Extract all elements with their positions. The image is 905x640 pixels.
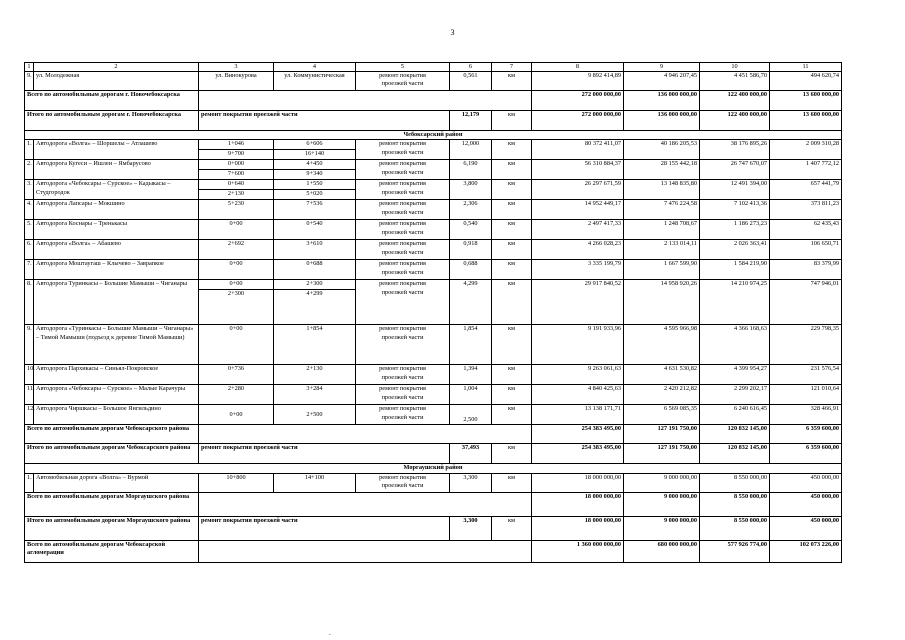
start-km: 5+230 (199, 200, 274, 220)
road-name: Автодорога «Волга» – Абашево (34, 240, 199, 260)
column-header: 11 (770, 63, 842, 72)
column-header: 5 (356, 63, 450, 72)
amount-v9: 28 155 442,18 (624, 160, 700, 180)
cell-line: ремонт покрытия (379, 385, 426, 393)
amount-v8: 29 917 840,52 (532, 280, 624, 325)
unit: км (492, 140, 532, 160)
amount-v11: 231 576,54 (770, 365, 842, 385)
unit: км (492, 385, 532, 405)
end-km: 2+130 (274, 365, 356, 385)
cell-line: 5+020 (274, 189, 355, 198)
table-row (25, 280, 842, 325)
table-row (25, 220, 842, 240)
start-km: 10+800 (199, 473, 274, 492)
amount-v9: 14 958 920,26 (624, 280, 700, 325)
blank (199, 540, 532, 562)
work-type (356, 280, 450, 325)
table-row (25, 405, 842, 425)
amount-v11: 83 379,99 (770, 260, 842, 280)
start-km: 2+692 (199, 240, 274, 260)
amount-v8: 2 497 417,33 (532, 220, 624, 240)
start-km: 0+00 (199, 220, 274, 240)
amount-v11: 2 009 310,28 (770, 140, 842, 160)
cell-line: 2+300 (199, 289, 273, 298)
amount-v10: 1 584 219,90 (700, 260, 770, 280)
total-label: Всего по автомобильным дорогам г. Новочебоксарска (25, 91, 199, 111)
summary-v8: 272 000 000,00 (532, 111, 624, 131)
summary-label: Итого по автомобильным дорогам Моргаушского района (25, 516, 199, 540)
column-header: 4 (274, 63, 356, 72)
unit: км (492, 72, 532, 91)
cell-line: проезжей части (381, 80, 424, 88)
length-km: 6,190 (450, 160, 492, 180)
amount-v9: 2 133 014,11 (624, 240, 700, 260)
total-v9: 136 000 000,00 (624, 91, 700, 111)
summary-length: 12,179 (450, 111, 492, 131)
cell-line: ремонт покрытия (379, 180, 426, 188)
cell-line: 7+600 (199, 169, 273, 178)
amount-v9: 4 631 530,82 (624, 365, 700, 385)
road-name: Автодорога Коснары – Тренькасы (34, 220, 199, 240)
total-v11: 102 073 226,00 (770, 540, 842, 562)
unit: км (492, 473, 532, 492)
row-number: 9. (25, 325, 34, 365)
column-header: 8 (532, 63, 624, 72)
work-type (356, 385, 450, 405)
summary-length: 3,300 (450, 516, 492, 540)
work-type (356, 365, 450, 385)
amount-v10: 4 366 168,63 (700, 325, 770, 365)
amount-v11: 121 010,64 (770, 385, 842, 405)
unit: км (492, 405, 532, 425)
start-km: 0+736 (199, 365, 274, 385)
summary-row (25, 444, 842, 464)
column-header: 3 (199, 63, 274, 72)
work-type (356, 140, 450, 160)
road-name: Автодорога Лапсары – Мокшино (34, 200, 199, 220)
road-name: Автодорога «Чебоксары – Сурское» – Малые Карачуры (34, 385, 199, 405)
road-name: Автодорога «Волга» – Шоршелы – Атлашево (34, 140, 199, 160)
cell-line: проезжей части (381, 228, 424, 236)
amount-v10: 38 176 895,26 (700, 140, 770, 160)
unit: км (492, 516, 532, 540)
road-name: Автодорога Туринкасы – Большие Мамыши – Чиганары (34, 280, 199, 325)
end-km: 14+100 (274, 473, 356, 492)
end-km: 1+854 (274, 325, 356, 365)
summary-v10: 8 550 000,00 (700, 516, 770, 540)
end-km: 0+688 (274, 260, 356, 280)
unit: км (492, 111, 532, 131)
amount-v8: 4 266 028,23 (532, 240, 624, 260)
cell-line: ремонт покрытия (379, 365, 426, 373)
amount-v11: 373 811,23 (770, 200, 842, 220)
row-number: 10. (25, 365, 34, 385)
summary-v11: 450 000,00 (770, 516, 842, 540)
road-name: Автомобильная дорога «Волга» – Вурмой (34, 473, 199, 492)
amount-v8: 4 840 425,63 (532, 385, 624, 405)
blank (199, 425, 532, 444)
amount-v8: 9 191 933,96 (532, 325, 624, 365)
unit: км (492, 220, 532, 240)
road-name: ул. Молодежная (34, 72, 199, 91)
row-number: 6. (25, 240, 34, 260)
column-header: 10 (700, 63, 770, 72)
column-header: 6 (450, 63, 492, 72)
table-row (25, 240, 842, 260)
summary-v11: 13 600 000,00 (770, 111, 842, 131)
total-v8: 18 000 000,00 (532, 492, 624, 516)
amount-v8: 18 000 000,00 (532, 473, 624, 492)
work-type (356, 405, 450, 425)
total-v8: 272 000 000,00 (532, 91, 624, 111)
amount-v8: 26 297 671,59 (532, 180, 624, 200)
cell-line: 9+700 (199, 149, 273, 158)
amount-v9: 40 186 205,53 (624, 140, 700, 160)
summary-v8: 254 383 495,00 (532, 444, 624, 464)
summary-v8: 18 000 000,00 (532, 516, 624, 540)
cell-line: проезжей части (381, 481, 424, 489)
amount-v9: 2 420 212,82 (624, 385, 700, 405)
cell-line: проезжей части (381, 248, 424, 256)
end-km: 3+610 (274, 240, 356, 260)
table-row (25, 365, 842, 385)
amount-v11: 229 798,35 (770, 325, 842, 365)
amount-v11: 450 000,00 (770, 473, 842, 492)
column-header: 9 (624, 63, 700, 72)
unit: км (492, 444, 532, 464)
table-row (25, 72, 842, 91)
total-v10: 120 832 145,00 (700, 425, 770, 444)
work-type (356, 240, 450, 260)
amount-v11: 328 466,91 (770, 405, 842, 425)
cell-line: 1+550 (306, 180, 323, 188)
amount-v9: 4 946 207,45 (624, 72, 700, 91)
unit: км (492, 160, 532, 180)
row-number: 1. (25, 473, 34, 492)
summary-work: ремонт покрытия проезжей части (199, 516, 450, 540)
amount-v9: 9 000 000,00 (624, 473, 700, 492)
amount-v9: 13 148 835,80 (624, 180, 700, 200)
length-km: 1,004 (450, 385, 492, 405)
cell-line: ремонт покрытия (379, 473, 426, 481)
section-header (25, 131, 842, 140)
amount-v10: 2 299 202,17 (700, 385, 770, 405)
length-km: 0,561 (450, 72, 492, 91)
amount-v8: 14 952 449,17 (532, 200, 624, 220)
total-v11: 450 000,00 (770, 492, 842, 516)
total-v11: 6 359 600,00 (770, 425, 842, 444)
amount-v11: 494 620,74 (770, 72, 842, 91)
amount-v11: 747 946,01 (770, 280, 842, 325)
end-km (274, 160, 356, 180)
cell-line: 0+00 (229, 280, 243, 288)
work-type (356, 160, 450, 180)
section-header (25, 464, 842, 473)
start-km (199, 160, 274, 180)
row-number: 7. (25, 260, 34, 280)
unit: км (492, 180, 532, 200)
total-row (25, 91, 842, 111)
unit: км (492, 280, 532, 325)
start-km: ул. Винокурова (199, 72, 274, 91)
end-km: 7+536 (274, 200, 356, 220)
amount-v10: 8 550 000,00 (700, 473, 770, 492)
cell-line: проезжей части (381, 208, 424, 216)
total-v8: 254 383 495,00 (532, 425, 624, 444)
column-header: 1 (25, 63, 34, 72)
summary-v11: 6 359 600,00 (770, 444, 842, 464)
length-km: 3,800 (450, 180, 492, 200)
work-type (356, 72, 450, 91)
page-number: 3 (450, 28, 455, 37)
row-number: 11. (25, 385, 34, 405)
cell-line: 1+046 (227, 140, 245, 148)
amount-v10: 1 186 273,23 (700, 220, 770, 240)
amount-v9: 1 667 599,90 (624, 260, 700, 280)
cell-line: проезжей части (381, 168, 424, 176)
cell-line: проезжей части (381, 148, 424, 156)
length-km: 4,299 (450, 280, 492, 325)
unit: км (492, 200, 532, 220)
table-row (25, 140, 842, 160)
start-km: 0+00 (199, 325, 274, 365)
total-v8: 1 360 000 000,00 (532, 540, 624, 562)
summary-v9: 136 000 000,00 (624, 111, 700, 131)
cell-line: ремонт покрытия (379, 200, 426, 208)
row-number: 12. (25, 405, 34, 425)
column-header: 2 (34, 63, 199, 72)
amount-v8: 3 335 199,79 (532, 260, 624, 280)
cell-line: ремонт покрытия (379, 160, 426, 168)
summary-length: 37,493 (450, 444, 492, 464)
length-km: 0,540 (450, 220, 492, 240)
amount-v11: 106 650,71 (770, 240, 842, 260)
road-name: Автодорога «Чебоксары – Сурское» – Кадыкасы – Студгородок (34, 180, 199, 200)
table-row (25, 473, 842, 492)
amount-v10: 7 102 413,36 (700, 200, 770, 220)
total-v9: 680 000 000,00 (624, 540, 700, 562)
section-title: Моргаушский район (25, 464, 842, 473)
start-km: 2+280 (199, 385, 274, 405)
end-km (274, 280, 356, 325)
cell-line: проезжей части (381, 393, 424, 401)
row-number: 5. (25, 220, 34, 240)
total-v9: 9 000 000,00 (624, 492, 700, 516)
table-row (25, 325, 842, 365)
cell-line: проезжей части (381, 333, 424, 341)
length-km: 2,500 (450, 405, 492, 425)
end-km: ул. Коммунистическая (274, 72, 356, 91)
work-type (356, 325, 450, 365)
cell-line: ремонт покрытия (379, 405, 426, 413)
cell-line: 0+000 (227, 160, 245, 168)
amount-v10: 4 399 954,27 (700, 365, 770, 385)
total-v11: 13 600 000,00 (770, 91, 842, 111)
work-type (356, 260, 450, 280)
total-label: Всего по автомобильным дорогам Чебоксарского района (25, 425, 199, 444)
total-row (25, 492, 842, 516)
blank (199, 91, 532, 111)
summary-v10: 122 400 000,00 (700, 111, 770, 131)
length-km: 0,688 (450, 260, 492, 280)
amount-v10: 6 240 616,45 (700, 405, 770, 425)
end-km: 0+540 (274, 220, 356, 240)
amount-v11: 62 435,43 (770, 220, 842, 240)
start-km: 0+00 (199, 405, 274, 425)
cell-line: 9+340 (274, 169, 355, 178)
cell-line: 2+130 (199, 189, 273, 198)
section-title: Чебоксарский район (25, 131, 842, 140)
row-number: 2. (25, 160, 34, 180)
amount-v11: 1 407 772,12 (770, 160, 842, 180)
length-km: 0,918 (450, 240, 492, 260)
row-number: 8. (25, 280, 34, 325)
summary-v9: 127 191 750,00 (624, 444, 700, 464)
roads-table (24, 62, 842, 563)
amount-v8: 9 892 414,89 (532, 72, 624, 91)
amount-v10: 26 747 670,07 (700, 160, 770, 180)
cell-line: ремонт покрытия (379, 72, 426, 80)
start-km (199, 140, 274, 160)
table-row (25, 200, 842, 220)
cell-line: 0+640 (227, 180, 245, 188)
amount-v10: 2 026 363,41 (700, 240, 770, 260)
cell-line: ремонт покрытия (379, 260, 426, 268)
total-row (25, 425, 842, 444)
total-v10: 8 550 000,00 (700, 492, 770, 516)
cell-line: 4+299 (274, 289, 355, 298)
header-row (25, 63, 842, 72)
cell-line: 6+606 (306, 140, 323, 148)
road-name: Автодорога Моштаугаш – Клычево – Заврапкое (34, 260, 199, 280)
road-name: Автодорога Пархикасы – Синьял-Покровское (34, 365, 199, 385)
table-row (25, 180, 842, 200)
work-type (356, 473, 450, 492)
end-km: 3+284 (274, 385, 356, 405)
cell-line: проезжей части (381, 373, 424, 381)
total-label: Всего по автомобильным дорогам Чебоксарской агломерации (25, 540, 199, 562)
cell-line: ремонт покрытия (379, 325, 426, 333)
cell-line: проезжей части (381, 288, 424, 296)
summary-work: ремонт покрытия проезжей части (199, 111, 450, 131)
row-number: 9. (25, 72, 34, 91)
table-row (25, 260, 842, 280)
column-header: 7 (492, 63, 532, 72)
summary-label: Итого по автомобильным дорогам Чебоксарского района (25, 444, 199, 464)
work-type (356, 180, 450, 200)
cell-line: проезжей части (381, 188, 424, 196)
row-number: 3. (25, 180, 34, 200)
unit: км (492, 260, 532, 280)
amount-v11: 657 441,79 (770, 180, 842, 200)
length-km: 2,306 (450, 200, 492, 220)
row-number: 1. (25, 140, 34, 160)
start-km (199, 180, 274, 200)
total-v9: 127 191 750,00 (624, 425, 700, 444)
total-row (25, 540, 842, 562)
amount-v10: 4 451 586,70 (700, 72, 770, 91)
unit: км (492, 325, 532, 365)
amount-v10: 12 491 394,00 (700, 180, 770, 200)
cell-line: 2+300 (306, 280, 323, 288)
amount-v9: 6 569 085,35 (624, 405, 700, 425)
table-row (25, 385, 842, 405)
amount-v9: 7 476 224,58 (624, 200, 700, 220)
cell-line: 4+450 (306, 160, 323, 168)
summary-row (25, 516, 842, 540)
cell-line: ремонт покрытия (379, 220, 426, 228)
amount-v8: 80 372 411,07 (532, 140, 624, 160)
summary-v9: 9 000 000,00 (624, 516, 700, 540)
amount-v8: 56 310 884,37 (532, 160, 624, 180)
cell-line: проезжей части (381, 413, 424, 421)
summary-work: ремонт покрытия проезжей части (199, 444, 450, 464)
length-km: 3,300 (450, 473, 492, 492)
unit: км (492, 365, 532, 385)
length-km: 12,000 (450, 140, 492, 160)
length-km: 1,394 (450, 365, 492, 385)
cell-line: ремонт покрытия (379, 140, 426, 148)
total-label: Всего по автомобильным дорогам Моргаушского района (25, 492, 199, 516)
length-km: 1,854 (450, 325, 492, 365)
work-type (356, 220, 450, 240)
total-v10: 122 400 000,00 (700, 91, 770, 111)
total-v10: 577 926 774,00 (700, 540, 770, 562)
row-number: 4. (25, 200, 34, 220)
work-type (356, 200, 450, 220)
start-km: 0+00 (199, 260, 274, 280)
amount-v8: 13 138 171,71 (532, 405, 624, 425)
amount-v10: 14 210 974,25 (700, 280, 770, 325)
blank (199, 492, 532, 516)
start-km (199, 280, 274, 325)
cell-line: проезжей части (381, 268, 424, 276)
cell-line: ремонт покрытия (379, 280, 426, 288)
unit: км (492, 240, 532, 260)
summary-label: Итого по автомобильным дорогам г. Новочебоксарска (25, 111, 199, 131)
amount-v9: 1 248 708,67 (624, 220, 700, 240)
summary-v10: 120 832 145,00 (700, 444, 770, 464)
summary-row (25, 111, 842, 131)
cell-line: ремонт покрытия (379, 240, 426, 248)
end-km (274, 140, 356, 160)
table-row (25, 160, 842, 180)
cell-line: 16+140 (274, 149, 355, 158)
road-name: Автодорога Чиршкасы – Большое Янгильдино (34, 405, 199, 425)
amount-v8: 9 263 061,63 (532, 365, 624, 385)
amount-v9: 4 595 966,98 (624, 325, 700, 365)
end-km (274, 180, 356, 200)
road-name: Автодорога Кугеси – Ишлеи – Ямбарусово (34, 160, 199, 180)
road-name: Автодорога «Туринкасы – Большие Мамыши – Чиганары» – Тимой Мамыши (подъезд к деревне Тимой Мамыши) (34, 325, 199, 365)
end-km: 2+500 (274, 405, 356, 425)
bottom-mark: . (329, 629, 331, 637)
